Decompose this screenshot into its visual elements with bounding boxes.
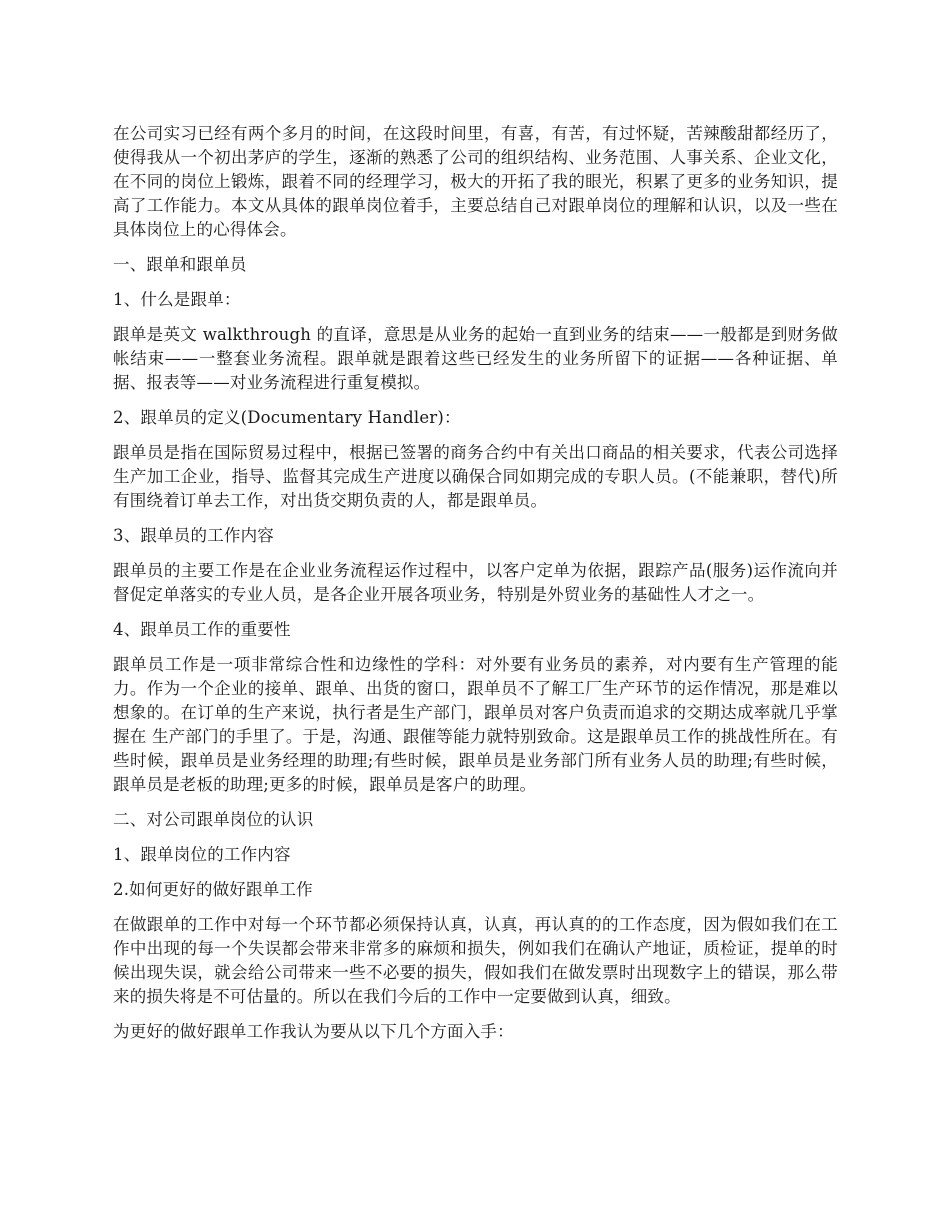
section-heading-2: 二、对公司跟单岗位的认识 (113, 810, 314, 829)
intro-paragraph: 在公司实习已经有两个多月的时间，在这段时间里，有喜，有苦，有过怀疑，苦辣酸甜都经历了，使得我从一个初出茅庐的学生，逐渐的熟悉了公司的组织结构、业务范围、人事关系、企业文化，在不同的岗位上锻炼，跟着不同的经理学习，极大的开拓了我的眼光，积累了更多的业务知识，提高了工作能力。本文从具体的跟单岗位着手，主要总结自己对跟单岗位的理解和认识，以及一些在具体岗位上的心得体会。 (113, 124, 838, 239)
paragraph-handler-definition: 跟单员是指在国际贸易过程中，根据已签署的商务合约中有关出口商品的相关要求，代表公司选择生产加工企业，指导、监督其完成生产进度以确保合同如期完成的专职人员。(不能兼职，替代)所有围绕着订单去工作，对出货交期负责的人，都是跟单员。 (113, 443, 838, 510)
section-heading-1: 一、跟单和跟单员 (113, 255, 247, 274)
paragraph-follow-up-definition: 跟单是英文 walkthrough 的直译，意思是从业务的起始一直到业务的结束——一般都是到财务做帐结束——一整套业务流程。跟单就是跟着这些已经发生的业务所留下的证据——各种证据、单据、报表等——对业务流程进行重复模拟。 (113, 325, 838, 392)
subheading-handler-duties: 3、跟单员的工作内容 (113, 526, 274, 545)
subheading-handler-definition: 2、跟单员的定义(Documentary Handler)： (113, 408, 461, 427)
paragraph-handler-importance: 跟单员工作是一项非常综合性和边缘性的学科：对外要有业务员的素养，对内要有生产管理的能力。作为一个企业的接单、跟单、出货的窗口，跟单员不了解工厂生产环节的运作情况，那是难以想象的。在订单的生产来说，执行者是生产部门，跟单员对客户负责而追求的交期达成率就几乎掌握在 生产部门的手里了。于是，沟通、跟催等能力就特别致命。这是跟单员工作的挑战性所在。有些时候，跟单员是业务经理的助理;有些时候，跟单员是业务部门所有业务人员的助理;有些时候，跟单员是老板的助理;更多的时候，跟单员是客户的助理。 (113, 655, 838, 794)
paragraph-handler-duties: 跟单员的主要工作是在企业业务流程运作过程中，以客户定单为依据，跟踪产品(服务)运作流向并督促定单落实的专业人员，是各企业开展各项业务，特别是外贸业务的基础性人才之一。 (113, 561, 838, 604)
subheading-what-is-follow-up: 1、什么是跟单： (113, 290, 241, 309)
closing-line: 为更好的做好跟单工作我认为要从以下几个方面入手： (113, 1022, 514, 1041)
subheading-handler-importance: 4、跟单员工作的重要性 (113, 620, 291, 639)
document-body (113, 122, 838, 1055)
subheading-how-to-improve: 2.如何更好的做好跟单工作 (113, 880, 313, 899)
subheading-position-duties: 1、跟单岗位的工作内容 (113, 845, 291, 864)
paragraph-how-to-improve: 在做跟单的工作中对每一个环节都必须保持认真，认真，再认真的的工作态度，因为假如我们在工作中出现的每一个失误都会带来非常多的麻烦和损失，例如我们在确认产地证，质检证，提单的时候出现失误，就会给公司带来一些不必要的损失，假如我们在做发票时出现数字上的错误，那么带来的损失将是不可估量的。所以在我们今后的工作中一定要做到认真，细致。 (113, 915, 838, 1006)
